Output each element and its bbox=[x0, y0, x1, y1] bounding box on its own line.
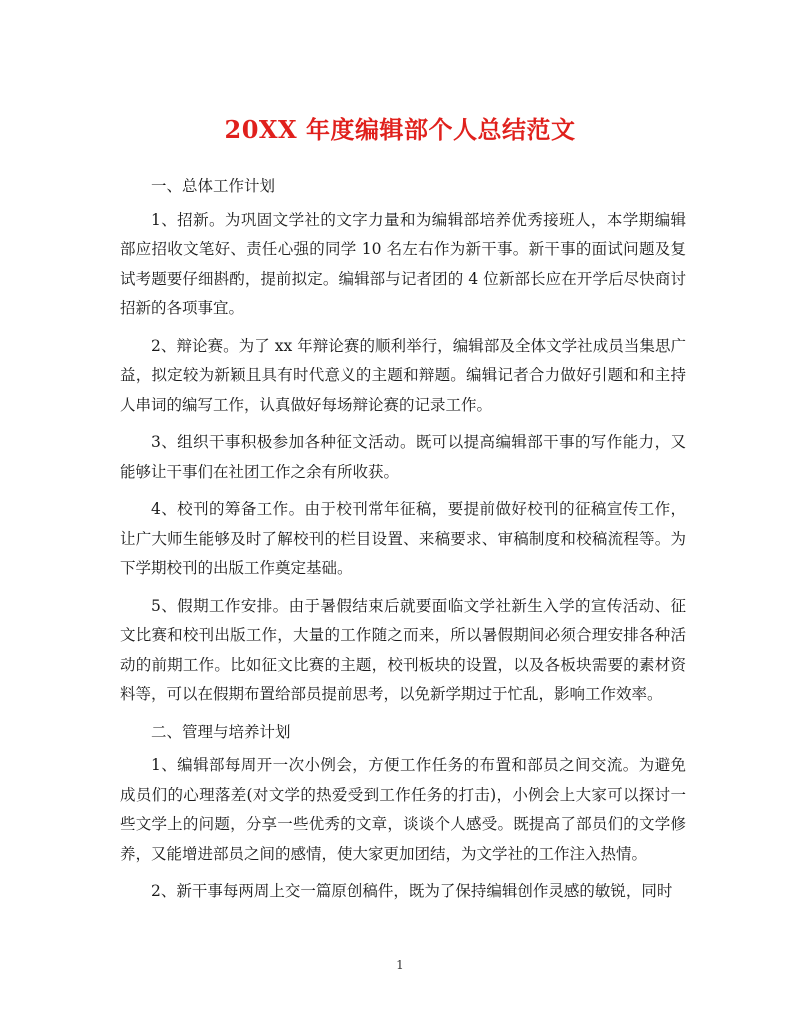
paragraph: 2、辩论赛。为了 xx 年辩论赛的顺利举行，编辑部及全体文学社成员当集思广益，拟定较为新颖且具有时代意义的主题和辩题。编辑记者合力做好引题和和主持人串词的编写工作，认真做好每场辩论赛的记录工作。 bbox=[120, 336, 686, 414]
document-title: 20XX 年度编辑部个人总结范文 bbox=[224, 115, 576, 144]
paragraph: 2、新干事每两周上交一篇原创稿件，既为了保持编辑创作灵感的敏锐，同时 bbox=[151, 882, 673, 900]
section-heading: 一、总体工作计划 bbox=[151, 177, 276, 195]
paragraph: 1、编辑部每周开一次小例会，方便工作任务的布置和部员之间交流。为避免成员们的心理落差(对文学的热爱受到工作任务的打击)，小例会上大家可以探讨一些文学上的问题，分享一些优秀的文章，谈谈个人感受。既提高了部员们的文学修养，又能增进部员之间的感情，使大家更加团结，为文学社的工作注入热情。 bbox=[120, 756, 686, 863]
section-heading: 二、管理与培养计划 bbox=[151, 722, 291, 741]
paragraph: 3、组织干事积极参加各种征文活动。既可以提高编辑部干事的写作能力，又能够让干事们在社团工作之余有所收获。 bbox=[120, 433, 686, 481]
document-body bbox=[120, 172, 686, 915]
paragraph: 1、招新。为巩固文学社的文字力量和为编辑部培养优秀接班人，本学期编辑部应招收文笔好、责任心强的同学 10 名左右作为新干事。新干事的面试问题及复试考题要仔细斟酌，提前拟定。编辑部与记者团的 4 位新部长应在开学后尽快商讨招新的各项事宜。 bbox=[120, 210, 686, 317]
page-number: 1 bbox=[396, 958, 404, 972]
paragraph: 4、校刊的筹备工作。由于校刊常年征稿，要提前做好校刊的征稿宣传工作，让广大师生能够及时了解校刊的栏目设置、来稿要求、审稿制度和校稿流程等。为下学期校刊的出版工作奠定基础。 bbox=[120, 500, 686, 577]
paragraph: 5、假期工作安排。由于暑假结束后就要面临文学社新生入学的宣传活动、征文比赛和校刊出版工作，大量的工作随之而来，所以暑假期间必须合理安排各种活动的前期工作。比如征文比赛的主题，校刊板块的设置，以及各板块需要的素材资料等，可以在假期布置给部员提前思考，以免新学期过于忙乱，影响工作效率。 bbox=[120, 596, 686, 703]
